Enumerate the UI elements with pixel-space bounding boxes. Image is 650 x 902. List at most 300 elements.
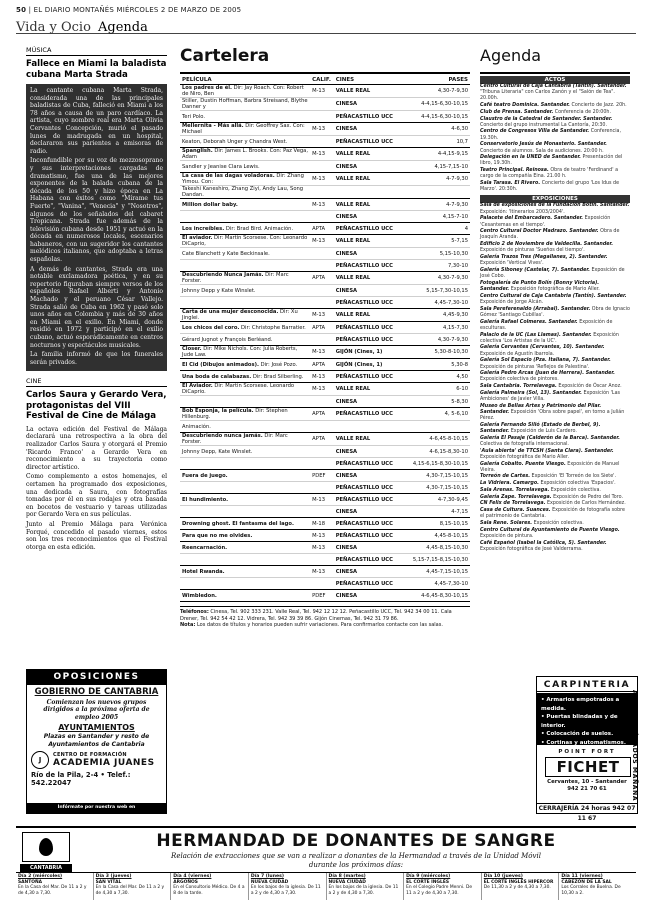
- agenda-item-venue: Centro Cultural de Caja Cantabria (Tantín). Santander.: [480, 293, 627, 299]
- agenda-title: Agenda: [480, 46, 630, 74]
- donation-day-hours: En la Casa del Mar. De 11 a 2 y de 4,30 a 7,30.: [95, 885, 165, 896]
- movie-cast: Cate Blanchett y Kate Beckinsale.: [182, 250, 270, 257]
- agenda-item-desc: Conferencia, 19.30h.: [480, 129, 621, 141]
- movie-cast: Gérard Jugnot y François Berléand.: [182, 336, 273, 343]
- showtimes: 4,30-7,15-10,15: [398, 482, 470, 494]
- movie-cast: Dir: José Pozo.: [258, 361, 298, 368]
- agenda-exposiciones-list: [480, 203, 630, 552]
- movie-rating: [310, 136, 334, 148]
- fichet-logo: FICHET: [545, 757, 631, 777]
- table-row: [180, 494, 470, 506]
- movie-rating: [310, 421, 334, 433]
- agenda-item: [480, 216, 630, 228]
- movie-title-cell: [180, 136, 310, 148]
- story-marta-strada: [26, 46, 167, 371]
- cartelera-footer: [180, 606, 470, 629]
- table-row: [180, 272, 470, 285]
- movie-rating: M-13: [310, 494, 334, 506]
- showtimes: 4,45-7,15-10,15: [398, 566, 470, 578]
- movie-rating: [310, 111, 334, 123]
- agenda-item-venue: Museo de Bellas Artes y Patrimonio del Pilar. Santander.: [480, 403, 602, 415]
- table-row: [180, 148, 470, 161]
- cinema-name: VALLE REAL: [334, 173, 398, 186]
- movie-title-cell: [180, 433, 310, 446]
- ad-opos-footer: Infórmate por nuestra web en "ACADEMIAJUANES.COM": [27, 803, 166, 813]
- table-row: [180, 297, 470, 309]
- cinema-name: VALLE REAL: [334, 309, 398, 322]
- agenda-item: [480, 481, 630, 487]
- agenda-item-venue: Galería Pedro Arcas (Juan de Herrera). Santander.: [480, 371, 615, 377]
- agenda-item: [480, 255, 630, 267]
- donation-day-hours: Los Corrales de Buelna. De 10,30 a 2.: [561, 885, 621, 896]
- ad-carp-service: • Puertas blindadas y de interior.: [541, 714, 618, 729]
- showtimes: 4,45-8,15-10,30: [398, 542, 470, 554]
- ad-carp-title: CARPINTERIA: [537, 677, 637, 692]
- agenda-item-desc: Obra de Ignacio Gómez 'Santiago Cubillas'.: [480, 306, 630, 318]
- agenda-item-desc: Exposición 'Obra sobre papel', en torno a Julián Pérez.: [480, 409, 625, 422]
- agenda-item: [480, 294, 630, 306]
- movie-title-cell: [180, 590, 310, 602]
- donation-day-header: Día 4 (viernes): [173, 874, 212, 879]
- ad-oposiciones: [26, 669, 167, 820]
- movie-title-cell: [180, 85, 310, 98]
- donation-day-hours: En la Casa del Mar. De 11 a 2 y de 4,30 a 7,30.: [18, 885, 87, 896]
- cinema-name: VALLE REAL: [334, 85, 398, 98]
- agenda-item-desc: Colectiva de fotografía internacional.: [480, 441, 569, 447]
- showtimes: 4-4,15-6,30-10,15: [398, 111, 470, 123]
- cinema-name: PEÑACASTILLO UCC: [334, 458, 398, 470]
- donation-day: [404, 873, 482, 900]
- agenda-item: [480, 281, 630, 293]
- movie-rating: [310, 482, 334, 494]
- agenda-item-desc: Exposición de pintura.: [480, 533, 534, 539]
- agenda-item-venue: Sala Rene. Solares.: [480, 520, 533, 526]
- agenda-item-desc: Exposición colectiva.: [532, 520, 584, 526]
- movie-title-cell: [180, 223, 310, 235]
- showtimes: 4-7-9,30: [398, 173, 470, 186]
- movie-title-cell: [180, 272, 310, 285]
- agenda-item-desc: Exposición de Carlos Hernández.: [545, 501, 626, 507]
- agenda-item: [480, 423, 630, 435]
- movie-rating: [310, 334, 334, 346]
- donantes-cantabria: CANTABRIA: [20, 864, 72, 872]
- movie-title: El hundimiento.: [182, 496, 229, 503]
- agenda-item-venue: Sala Arenas. Torrelavega.: [480, 487, 550, 493]
- agenda-item-desc: Concierto del grupo instrumental La Cantoría, 20:30.: [480, 122, 608, 128]
- agenda-bar-exposiciones: EXPOSICIONES: [480, 195, 630, 203]
- section-title-sub: Agenda: [98, 20, 148, 35]
- agenda-item-desc: Exposición de José Cobo.: [480, 267, 625, 280]
- showtimes: 4,45-8-10,15: [398, 530, 470, 542]
- movie-title-cell: [180, 260, 310, 272]
- movie-rating: [310, 285, 334, 297]
- agenda-item-desc: Exposición colectiva.: [549, 487, 601, 493]
- story-paragraph: La octava edición del Festival de Málaga declarará una retrospectiva a la obra del realizador Carlos Saura y otorgará el Premio 'Ricardo Franco' a Gerardo Vera en reconocimiento a su trayectoria como director artístico.: [26, 425, 167, 471]
- story-paragraph: Como complemento a estos homenajes, el certamen ha programado dos exposiciones, una dedicada a Saura, con fotografías tomadas por él en sus rodajes y otra basada en bocetos de vestuario y tareas utilizadas por Gerardo Vera en sus películas.: [26, 473, 167, 519]
- agenda-item: [480, 142, 630, 154]
- showtimes: 4-7-9,30: [398, 199, 470, 211]
- movie-rating: [310, 297, 334, 309]
- agenda-item-venue: Sala de exposiciones de la Fundación Botín. Santander.: [480, 203, 630, 209]
- ad-carp-side-text: ABIERTO SÁBADOS MAÑANA: [631, 689, 638, 802]
- movie-rating: [310, 554, 334, 566]
- agenda-item-venue: Sala Pereferenaldo (Arrabal). Santander.: [480, 306, 591, 312]
- agenda-item-desc: Exposición de Manuel Vieira.: [480, 461, 620, 473]
- cinema-name: VALLE REAL: [334, 433, 398, 446]
- left-column: [26, 46, 167, 553]
- table-row: [180, 421, 470, 433]
- cinema-name: CINESA: [334, 211, 398, 223]
- ad-opos-address: Río de la Pila, 2-4 • Telef.: 542.22047: [31, 771, 131, 788]
- movie-cast: Keaton, Deborah Unger y Chandra West.: [182, 138, 288, 145]
- story-kicker: MÚSICA: [26, 46, 167, 56]
- movie-cast: Teri Polo.: [182, 113, 205, 120]
- movie-title-cell: [180, 578, 310, 590]
- ad-opos-convocatoria: Comienzan los nuevos grupos dirigidos a la próxima oferta de empleo 2005: [43, 699, 150, 721]
- column-header-pases: PASES: [398, 76, 470, 85]
- movie-cast: Dir: Stephen Hillenburg.: [182, 408, 288, 420]
- cartelera-title: Cartelera: [180, 46, 470, 74]
- agenda-item-desc: Exposición de Agustín Ibarrola.: [480, 351, 555, 357]
- column-header-cines: CINES: [334, 76, 398, 85]
- agenda-item-desc: Exposición de pinturas 'Sueños del tiempo'.: [480, 248, 585, 254]
- movie-cast: Johnny Depp y Kate Winslet.: [182, 287, 256, 294]
- donation-day-location: SANTOÑA: [18, 879, 43, 885]
- movie-title-cell: [180, 359, 310, 371]
- agenda-item: [480, 345, 630, 357]
- table-row: [180, 260, 470, 272]
- showtimes: 6-10: [398, 383, 470, 396]
- movie-cast: Animación.: [182, 423, 211, 430]
- cinema-name: GIJÓN (Cines, 1): [334, 359, 398, 371]
- movie-title: Closer.: [182, 346, 202, 352]
- ad-carp-services: [537, 693, 637, 745]
- table-row: [180, 123, 470, 136]
- table-row: [180, 590, 470, 602]
- agenda-item-desc: Exposición de Luis Cardero.: [509, 429, 577, 435]
- agenda-item: [480, 129, 630, 141]
- agenda-item: [480, 110, 630, 116]
- table-row: [180, 470, 470, 482]
- agenda-item-desc: Exposición: 'Itinerarios 2003/2004'.: [480, 209, 565, 215]
- agenda-item: [480, 474, 630, 480]
- table-row: [180, 433, 470, 446]
- agenda-item-desc: "Tribuna Literaria" con Carlos Zanón y el "Salón de Tea". 20.00h.: [480, 90, 615, 102]
- donation-day-hours: De 11,30 a 2 y de 4,30 a 7,30.: [483, 885, 551, 891]
- agenda-item: [480, 488, 630, 494]
- movie-rating: APTA: [310, 408, 334, 421]
- movie-title-cell: [180, 482, 310, 494]
- movie-rating: APTA: [310, 433, 334, 446]
- agenda-item-desc: Presentación del libro, 19.30h.: [480, 155, 623, 167]
- movie-rating: [310, 396, 334, 408]
- ad-carp-service: • Armarios empotrados a medida.: [541, 697, 620, 712]
- donantes-days: [16, 872, 636, 900]
- agenda-item-venue: Casa de Cultura. Suances.: [480, 508, 551, 513]
- movie-rating: M-13: [310, 383, 334, 396]
- story-body: [26, 426, 167, 552]
- agenda-item-venue: Palacete del Embarcadero. Santander.: [480, 216, 584, 222]
- table-row: [180, 346, 470, 359]
- cinema-name: PEÑACASTILLO UCC: [334, 518, 398, 530]
- agenda-item: [480, 84, 630, 103]
- agenda-item-venue: Edificio 2 de Noviembre de Valdecilla. Santander.: [480, 242, 614, 248]
- donation-day-location: ARGOÑOS: [173, 879, 198, 885]
- movie-title-cell: [180, 494, 310, 506]
- showtimes: 10,7: [398, 136, 470, 148]
- cinema-name: CINESA: [334, 446, 398, 458]
- table-row: [180, 458, 470, 470]
- table-row: [180, 285, 470, 297]
- agenda-item: [480, 333, 630, 345]
- agenda-item: [480, 404, 630, 423]
- agenda-item-venue: Sala Tarasa. El Rivero.: [480, 181, 541, 187]
- donation-day-hours: En los bajos de la iglesia. De 11 a 2 y de 4,30 a 7,30.: [328, 885, 399, 896]
- movie-cast: Dir: Brad Bird. Animación.: [224, 225, 294, 232]
- movie-rating: [310, 506, 334, 518]
- cinema-name: CINESA: [334, 248, 398, 260]
- showtimes: 4-7,15: [398, 506, 470, 518]
- table-row: [180, 371, 470, 383]
- ad-carpinteria: [536, 676, 638, 822]
- movie-rating: [310, 211, 334, 223]
- showtimes: 4,45-7,30-10: [398, 297, 470, 309]
- agenda-item-desc: Exposición de pinturas 'Reflejos de Palestina'.: [480, 364, 590, 370]
- showtimes: 5,15-7,15-8,15-10,30: [398, 554, 470, 566]
- table-row: [180, 111, 470, 123]
- agenda-item-venue: Galería Trazos Tres (Magallanes, 2). Santander.: [480, 255, 608, 261]
- showtimes: 4-4,15-6,30-10,15: [398, 98, 470, 111]
- showtimes: 4,15-7-10: [398, 211, 470, 223]
- showtimes: 4-4,15-9,15: [398, 148, 470, 161]
- movie-title-cell: [180, 446, 310, 458]
- story-festival-malaga: [26, 377, 167, 551]
- donation-day: [16, 873, 94, 900]
- agenda-item-venue: Centro Cultural Doctor Madrazo. Santander.: [480, 229, 599, 235]
- ad-opos-ayuntamientos: AYUNTAMIENTOS: [58, 723, 135, 733]
- ad-opos-centro: CENTRO DE FORMACIÓN: [53, 752, 127, 759]
- ad-carp-phone: 942 21 70 61: [567, 785, 607, 792]
- movie-title-cell: [180, 518, 310, 530]
- agenda-item: [480, 358, 630, 370]
- agenda-item-desc: Exposición de fotografía sobre el patrimonio de Cantabria.: [480, 508, 625, 520]
- movie-cast: Dir: Martin Scorsese. Con: Leonardo DiCaprio,: [182, 235, 308, 247]
- cinema-name: VALLE REAL: [334, 148, 398, 161]
- showtimes: [398, 186, 470, 199]
- showtimes: 4,15-7,30: [398, 322, 470, 334]
- agenda-item-venue: Centro de Congresos Villa de Santander.: [480, 129, 590, 135]
- agenda-item-venue: Palacio de la UC (Las Llamas). Santander.: [480, 332, 592, 338]
- agenda-item: [480, 449, 630, 461]
- showtimes: 4-6,45-8-10,15: [398, 433, 470, 446]
- story-paragraph: Junto al Premio Málaga para Verónica Forqué, concedido el pasado viernes, estos son los tres reconocimientos que el Festival otorga en esta edición.: [26, 521, 167, 551]
- cinema-name: VALLE REAL: [334, 235, 398, 248]
- agenda-item-venue: Club de Prensa. Santander.: [480, 109, 554, 115]
- story-paragraph: Inconfundible por su voz de mezzosoprano y sus interpretaciones cargadas de dramatismo, fue una de las mejores exponentes de la balada cubana de la década de los 50 y hizo época en La Habana con éxitos como "Mírame tus Fuerte", "Vanina", "Venecia" y "Nosotros", algunos de los señalados del cabaret Tropicana. Strada fue además de la televisión cubana desde 1951 y actuó en la década en numerosos locales, escenarios habaneros, con un sugeridor los cantantes melódicos italianos, que adoptaba a letras españolas.: [30, 157, 163, 264]
- showtimes: 4-7,30-9,45: [398, 494, 470, 506]
- table-row: [180, 136, 470, 148]
- table-row: [180, 98, 470, 111]
- showtimes: 5,30-8-10,30: [398, 346, 470, 359]
- issue-date: MIÉRCOLES 2 DE MARZO DE 2005: [116, 6, 242, 14]
- agenda-item-desc: Concierto de Jazz. 20h.: [569, 103, 627, 109]
- movie-rating: M-13: [310, 235, 334, 248]
- movie-title: Drowning ghost. El fantasma del lago.: [182, 520, 294, 527]
- table-row: [180, 408, 470, 421]
- showtimes: 4,45-9,30: [398, 309, 470, 322]
- movie-title: Descubriendo nunca jamás.: [182, 433, 263, 439]
- donation-day: [171, 873, 249, 900]
- story-paragraph: La familia informó de que los funerales serán privados.: [30, 351, 163, 366]
- movie-rating: M-13: [310, 371, 334, 383]
- donation-day-hours: En el Consultorio Médico. De 4 a 8 de la tarde.: [173, 885, 245, 896]
- agenda-item: [480, 103, 630, 109]
- donation-day: [249, 873, 327, 900]
- donantes-title: HERMANDAD DE DONANTES DE SANGRE: [156, 831, 556, 851]
- cinema-name: PEÑACASTILLO UCC: [334, 554, 398, 566]
- showtimes: 4,30-7-9,30: [398, 334, 470, 346]
- cinema-name: GIJÓN (Cines, 1): [334, 346, 398, 359]
- agenda-section: [480, 46, 630, 553]
- ad-carp-pointfort: POINT FORT: [558, 749, 616, 755]
- agenda-item-desc: Obra de teatro 'Ferdinand' a cargo de la compañía Eina. 21.00 h.: [480, 168, 619, 180]
- table-row: [180, 161, 470, 173]
- cinema-name: VALLE REAL: [334, 383, 398, 396]
- showtimes: 5,30-8: [398, 359, 470, 371]
- table-row: [180, 446, 470, 458]
- movie-title-cell: [180, 148, 310, 161]
- ad-opos-plazas: Plazas en Santander y resto de Ayuntamientos de Cantabria: [43, 733, 150, 748]
- agenda-item-venue: Centro Cultural de Caja Cantabria (Tantín). Santander.: [480, 84, 627, 89]
- section-header: [16, 16, 636, 34]
- donation-day: [94, 873, 172, 900]
- donation-day-header: Día 7 (lunes): [250, 874, 284, 879]
- table-row: [180, 383, 470, 396]
- agenda-item-venue: Teatro Principal. Reinosa.: [480, 168, 549, 174]
- story-headline: Carlos Saura y Gerardo Vera, protagonistas del VIII Festival de Cine de Málaga: [26, 390, 167, 422]
- movie-title-cell: [180, 554, 310, 566]
- showtimes: 4, 5-6,10: [398, 408, 470, 421]
- agenda-item-venue: Galería Fernando Silió (Estado de Berbel, 9). Santander.: [480, 422, 601, 435]
- agenda-item: [480, 320, 630, 332]
- agenda-item: [480, 371, 630, 383]
- showtimes: 5,15-10,30: [398, 248, 470, 260]
- movie-title-cell: [180, 285, 310, 297]
- movie-title-cell: [180, 383, 310, 396]
- cinema-name: CINESA: [334, 506, 398, 518]
- agenda-item-venue: Galería Palmeira (Sol, 13). Santander.: [480, 390, 582, 396]
- agenda-item-venue: Conservatorio Jesús de Monasterio. Santander.: [480, 142, 607, 148]
- cinema-name: CINESA: [334, 470, 398, 482]
- donation-day-header: Día 11 (viernes): [561, 874, 603, 879]
- movie-cast: Sandler y Jeanise Clara Lewis.: [182, 163, 260, 170]
- table-row: [180, 223, 470, 235]
- showtimes: [398, 421, 470, 433]
- movie-cast: Takeshi Kaneshiro, Zhang Ziyi, Andy Lau, Song Dandan.: [182, 186, 304, 198]
- ad-carp-service: • Cortinas y automatismos.: [541, 739, 626, 746]
- movie-title-cell: [180, 408, 310, 421]
- section-title-main: Vida y Ocio: [16, 20, 91, 35]
- movie-title: El Cid (Dibujos animados).: [182, 361, 259, 368]
- movie-title: Bob Esponja, la película.: [182, 408, 254, 414]
- story-headline: Fallece en Miami la baladista cubana Marta Strada: [26, 59, 167, 80]
- movie-cast: Dir: Marc Forster.: [182, 433, 288, 445]
- agenda-item-desc: Exposición fotográfica de José Valderrama.: [480, 546, 583, 552]
- movie-cast: Dir: Christophe Barratier.: [239, 324, 306, 331]
- movie-title-cell: [180, 458, 310, 470]
- agenda-item: [480, 508, 630, 520]
- movie-cast: Johnny Depp, Kate Winslet.: [182, 448, 253, 455]
- table-row: [180, 482, 470, 494]
- movie-title-cell: [180, 542, 310, 554]
- movie-title-cell: [180, 111, 310, 123]
- agenda-item-venue: Galería Cobalto. Puente Viesgo.: [480, 461, 566, 467]
- movie-rating: PDEF: [310, 470, 334, 482]
- agenda-item-desc: Exposición de Óscar Anoz.: [556, 384, 622, 390]
- movie-title-cell: [180, 161, 310, 173]
- page-topline: 50 | EL DIARIO MONTAÑÉS MIÉRCOLES 2 DE MARZO DE 2005: [16, 6, 242, 14]
- movie-title-cell: [180, 211, 310, 223]
- movie-title: Descubriendo Nunca Jamás.: [182, 272, 264, 278]
- ad-carp-address: [537, 779, 637, 793]
- showtimes: 4-6,15-8,30-10: [398, 446, 470, 458]
- agenda-bar-actos: ACTOS: [480, 76, 630, 84]
- agenda-item: [480, 229, 630, 241]
- agenda-item-desc: Concierto del grupo 'Los Idus de Marzo'. 20:30h.: [480, 181, 620, 193]
- movie-rating: APTA: [310, 223, 334, 235]
- agenda-item-desc: Exposición colectiva 'Espacios'.: [538, 481, 616, 487]
- movie-title: Para que no me olvides.: [182, 532, 253, 539]
- agenda-item-venue: Galería Rafael Colmeres. Santander.: [480, 319, 578, 325]
- movie-cast: Dir: James L. Brooks. Con: Paz Vega, Adam: [182, 148, 309, 160]
- table-row: [180, 542, 470, 554]
- agenda-item-venue: Torreón de Cartes.: [480, 474, 531, 480]
- agenda-item: [480, 501, 630, 507]
- agenda-item-desc: Concierto de alumnos. Sala de audiciones. 20:00 h.: [480, 148, 604, 154]
- table-row: [180, 396, 470, 408]
- movie-rating: M-13: [310, 309, 334, 322]
- movie-rating: [310, 186, 334, 199]
- donation-day-location: NUEVA CIUDAD: [250, 879, 289, 885]
- showtimes: 4: [398, 223, 470, 235]
- movie-rating: M-13: [310, 542, 334, 554]
- movie-rating: M-13: [310, 199, 334, 211]
- story-paragraph: A demás de cantantes, Strada era una notable exclamadora poética, y en su repertorio figuraban siempre versos de los españoles Rafael Alberti y Antonio Machado y el peruano César Vallejo. Strada salió de Cuba en 1962 y pasó solo unos años en Colombia y más de 30 años en Miami en el exilio. En Miami, donde residió en 1972 y participó en el exilio cubano, actuó esporádicamente en centros nocturnos y espectáculos musicales.: [30, 265, 163, 349]
- cinema-name: PEÑACASTILLO UCC: [334, 111, 398, 123]
- ad-carp-street: Cervantes, 10 - Santander: [547, 779, 627, 785]
- cinema-name: PEÑACASTILLO UCC: [334, 408, 398, 421]
- page-number: 50: [16, 6, 27, 14]
- agenda-item: [480, 203, 630, 215]
- movie-rating: M-13: [310, 530, 334, 542]
- movie-title: La casa de las dagas voladoras.: [182, 173, 275, 179]
- table-row: [180, 554, 470, 566]
- agenda-item-venue: Galería Sol Espacio (Pza. Italiana, 7). Santander.: [480, 358, 611, 364]
- table-row: [180, 186, 470, 199]
- showtimes: 7,30-10: [398, 260, 470, 272]
- agenda-item-desc: Exposición fotográfica de Mario Aller.: [509, 287, 600, 293]
- movie-title: El aviador.: [182, 235, 213, 241]
- table-row: [180, 506, 470, 518]
- cinema-name: VALLE REAL: [334, 272, 398, 285]
- cinema-name: CINESA: [334, 542, 398, 554]
- agenda-item: [480, 462, 630, 474]
- movie-title: Wimbledon.: [182, 592, 217, 599]
- movie-title: Hotel Rwanda.: [182, 568, 225, 575]
- table-row: [180, 199, 470, 211]
- agenda-item-venue: La Vidriera. Camargo.: [480, 481, 539, 487]
- movie-title: Mellernita - Más allá.: [182, 123, 244, 129]
